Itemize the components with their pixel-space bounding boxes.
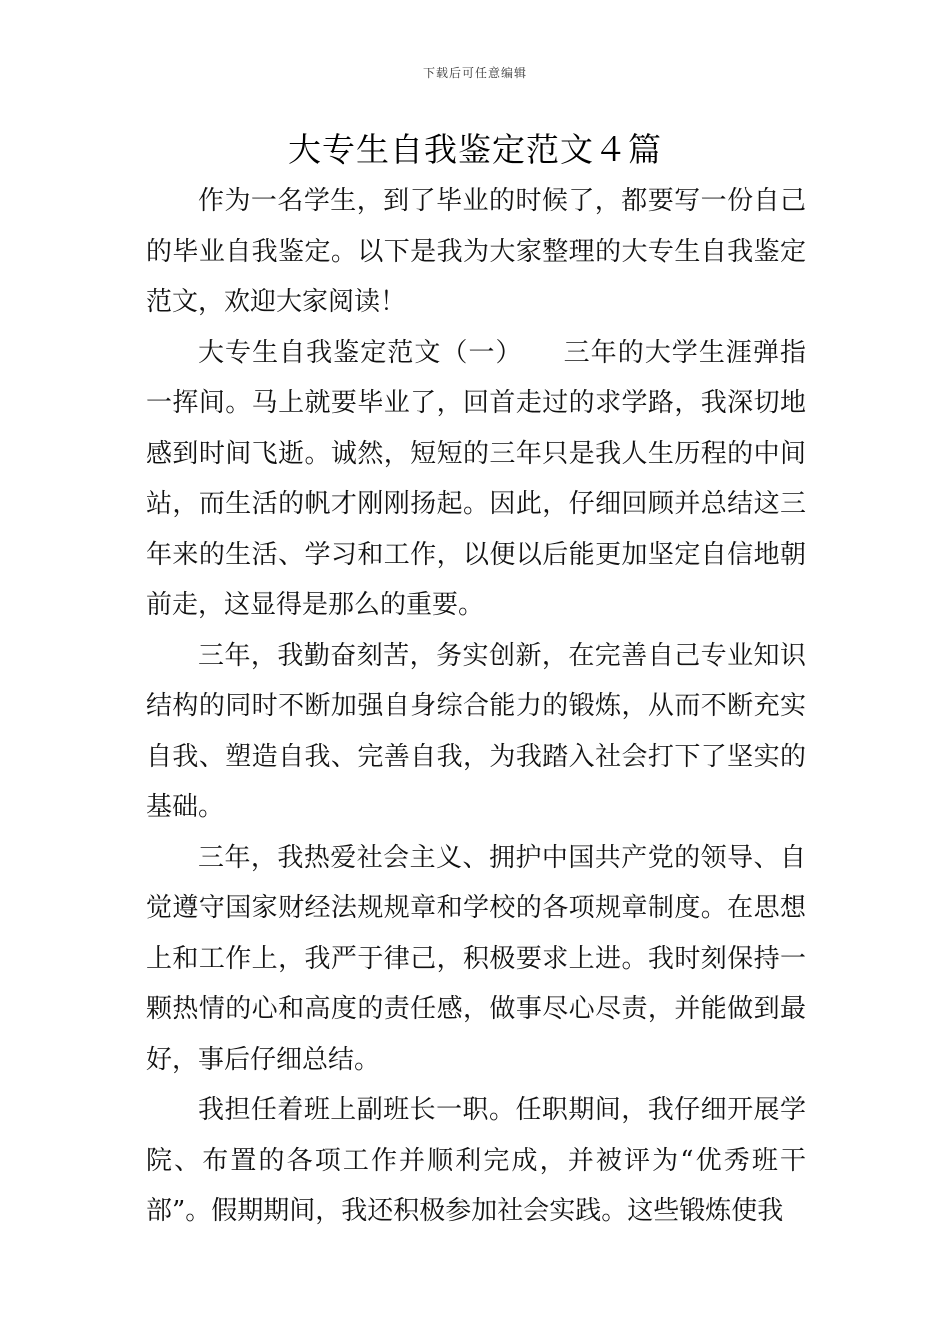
header-note: 下载后可任意编辑 (422, 66, 527, 80)
paragraph-class-monitor: 我担任着班上副班长一职。任职期间，我仔细开展学院、布置的各项工作并顺利完成，并被评为“优秀班干部”。假期期间，我还积极参加社会实践。这些锻炼使我 (146, 1095, 806, 1226)
paragraph-political: 三年，我热爱社会主义、拥护中国共产党的领导、自觉遵守国家财经法规规章和学校的各项规章制度。在思想上和工作上，我严于律己，积极要求上进。我时刻保持一颗热情的心和高度的责任感，做事尽心尽责，并能做到最好，事后仔细总结。 (146, 842, 806, 1075)
paragraph-sample-one: 大专生自我鉴定范文（一） 三年的大学生涯弹指一挥间。马上就要毕业了，回首走过的求学路，我深切地感到时间飞逝。诚然，短短的三年只是我人生历程的中间站，而生活的帆才刚刚扬起。因此，仔细回顾并总结这三年来的生活、学习和工作，以便以后能更加坚定自信地朝前走，这显得是那么的重要。 (146, 337, 806, 620)
document-body (146, 176, 806, 1237)
document-title: 大专生自我鉴定范文４篇 (288, 130, 662, 169)
paragraph-diligence: 三年，我勤奋刻苦，务实创新，在完善自己专业知识结构的同时不断加强自身综合能力的锻炼，从而不断充实自我、塑造自我、完善自我，为我踏入社会打下了坚实的基础。 (146, 640, 806, 822)
paragraph-intro: 作为一名学生，到了毕业的时候了，都要写一份自己的毕业自我鉴定。以下是我为大家整理的大专生自我鉴定范文，欢迎大家阅读！ (146, 186, 806, 317)
